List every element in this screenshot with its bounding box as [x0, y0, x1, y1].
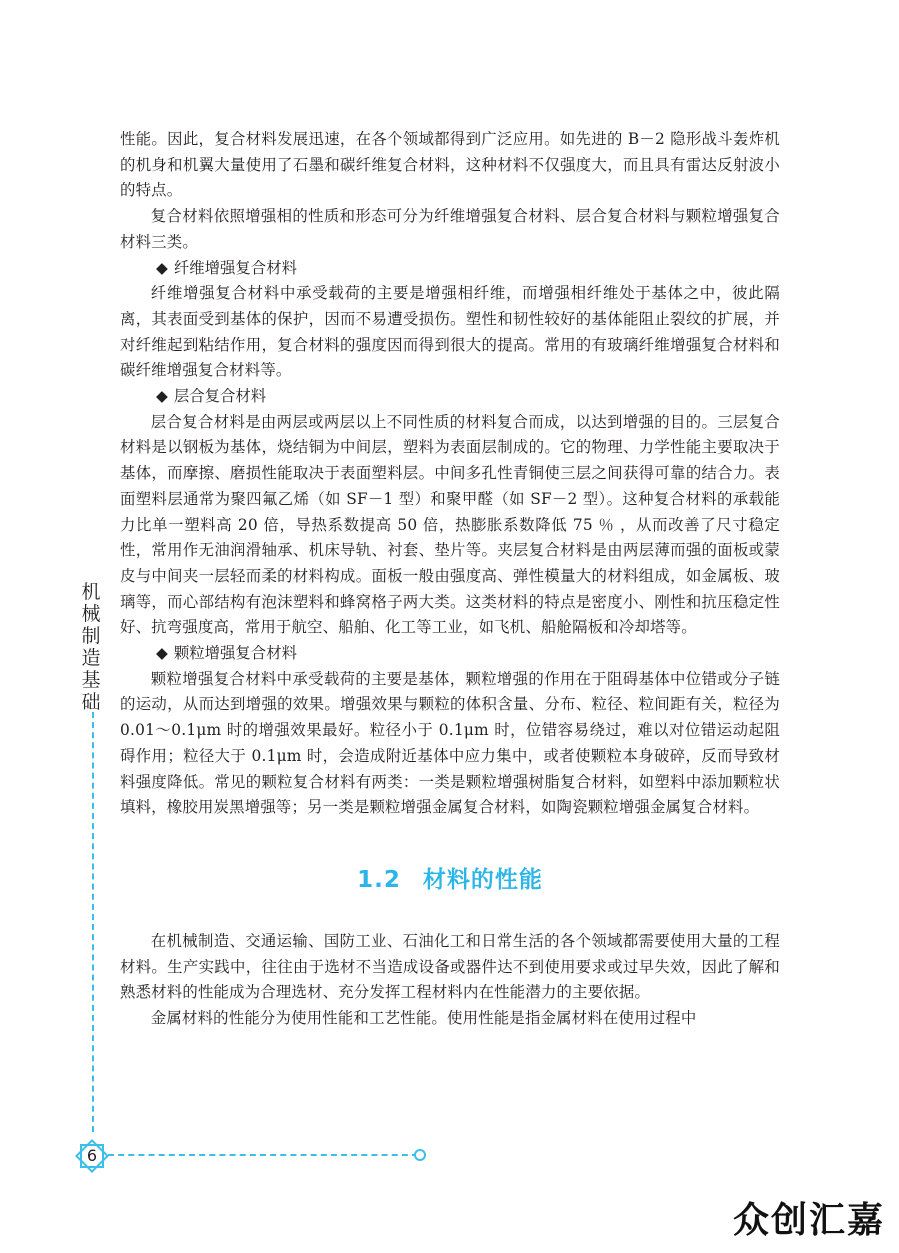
horizontal-dashed-rule — [108, 1154, 418, 1156]
rule-end-circle-icon — [414, 1149, 426, 1161]
heading-fiber — [120, 256, 780, 282]
section-title: 材料的性能 — [422, 866, 543, 893]
diamond-bullet-icon: ◆ — [156, 644, 168, 663]
watermark-text: 众创汇嘉 — [732, 1200, 885, 1241]
page-content — [120, 127, 780, 1032]
side-title-char: 造 — [81, 647, 101, 669]
side-title-char: 制 — [81, 625, 101, 647]
side-title-char: 基 — [81, 669, 101, 691]
heading-laminate — [120, 384, 780, 410]
diamond-bullet-icon: ◆ — [156, 387, 168, 406]
heading-fiber-label: 纤维增强复合材料 — [173, 258, 297, 277]
paragraph-intro: 性能。因此，复合材料发展迅速，在各个领域都得到广泛应用。如先进的 B－2 隐形战斗轰炸机的机身和机翼大量使用了石墨和碳纤维复合材料，这种材料不仅强度大，而且具有雷达反射波小的特点。 — [120, 130, 780, 200]
vertical-dashed-rule — [92, 712, 94, 1132]
heading-laminate-label: 层合复合材料 — [173, 387, 267, 406]
section-number: 1.2 — [357, 866, 401, 893]
paragraph-metal-properties: 金属材料的性能分为使用性能和工艺性能。使用性能是指金属材料在使用过程中 — [150, 1009, 697, 1028]
paragraph-particle: 颗粒增强复合材料中承受载荷的主要是基体，颗粒增强的作用在于阻碍基体中位错或分子链的运动，从而达到增强的效果。增强效果与颗粒的体积含量、分布、粒径、粒间距有关，粒径为 0.01～0.1μm 时的增强效果最好。粒径小于 0.1μm 时，位错容易绕过，难以对位错运动起阻碍作用；粒径大于 0.1μm 时，会造成附近基体中应力集中，或者使颗粒本身破碎，反而导致材料强度降低。常见的颗粒复合材料有两类：一类是颗粒增强树脂复合材料，如塑料中添加颗粒状填料，橡胶用炭黑增强等；另一类是颗粒增强金属复合材料，如陶瓷颗粒增强金属复合材料。 — [120, 669, 780, 817]
heading-particle — [120, 641, 780, 667]
book-side-title — [80, 581, 102, 713]
paragraph-laminate: 层合复合材料是由两层或两层以上不同性质的材料复合而成，以达到增强的目的。三层复合材料是以钢板为基体，烧结铜为中间层，塑料为表面层制成的。它的物理、力学性能主要取决于基体，而摩擦、磨损性能取决于表面塑料层。中间多孔性青铜使三层之间获得可靠的结合力。表面塑料层通常为聚四氟乙烯（如 SF－1 型）和聚甲醛（如 SF－2 型）。这种复合材料的承载能力比单一塑料高 20 倍，导热系数提高 50 倍，热膨胀系数降低 75 ％ ，从而改善了尺寸稳定性，常用作无油润滑轴承、机床导轨、衬套、垫片等。夹层复合材料是由两层薄而强的面板或蒙皮与中间夹一层轻而柔的材料构成。面板一般由强度高、弹性模量大的材料组成，如金属板、玻璃等，而心部结构有泡沫塑料和蜂窝格子两大类。这类材料的特点是密度小、刚性和抗压稳定性好、抗弯强度高，常用于航空、船舶、化工等工业，如飞机、船舱隔板和冷却塔等。 — [120, 412, 780, 637]
side-title-char: 机 — [81, 581, 101, 603]
paragraph-fiber: 纤维增强复合材料中承受载荷的主要是增强相纤维，而增强相纤维处于基体之中，彼此隔离，其表面受到基体的保护，因而不易遭受损伤。塑性和韧性较好的基体能阻止裂纹的扩展，并对纤维起到粘结作用，复合材料的强度因而得到很大的提高。常用的有玻璃纤维增强复合材料和碳纤维增强复合材料等。 — [120, 284, 780, 380]
paragraph-properties-intro: 在机械制造、交通运输、国防工业、石油化工和日常生活的各个领域都需要使用大量的工程材料。生产实践中，往往由于选材不当造成设备或器件达不到使用要求或过早失效，因此了解和熟悉材料的性能成为合理选材、充分发挥工程材料内在性能潜力的主要依据。 — [120, 931, 780, 1002]
page-number-badge — [72, 1136, 112, 1176]
heading-particle-label: 颗粒增强复合材料 — [173, 644, 297, 663]
paragraph-classification: 复合材料依照增强相的性质和形态可分为纤维增强复合材料、层合复合材料与颗粒增强复合材料三类。 — [120, 207, 780, 251]
section-heading — [120, 865, 780, 895]
diamond-bullet-icon: ◆ — [156, 258, 168, 277]
side-title-char: 础 — [81, 691, 101, 713]
page-number: 6 — [86, 1146, 98, 1165]
side-title-char: 械 — [81, 603, 101, 625]
